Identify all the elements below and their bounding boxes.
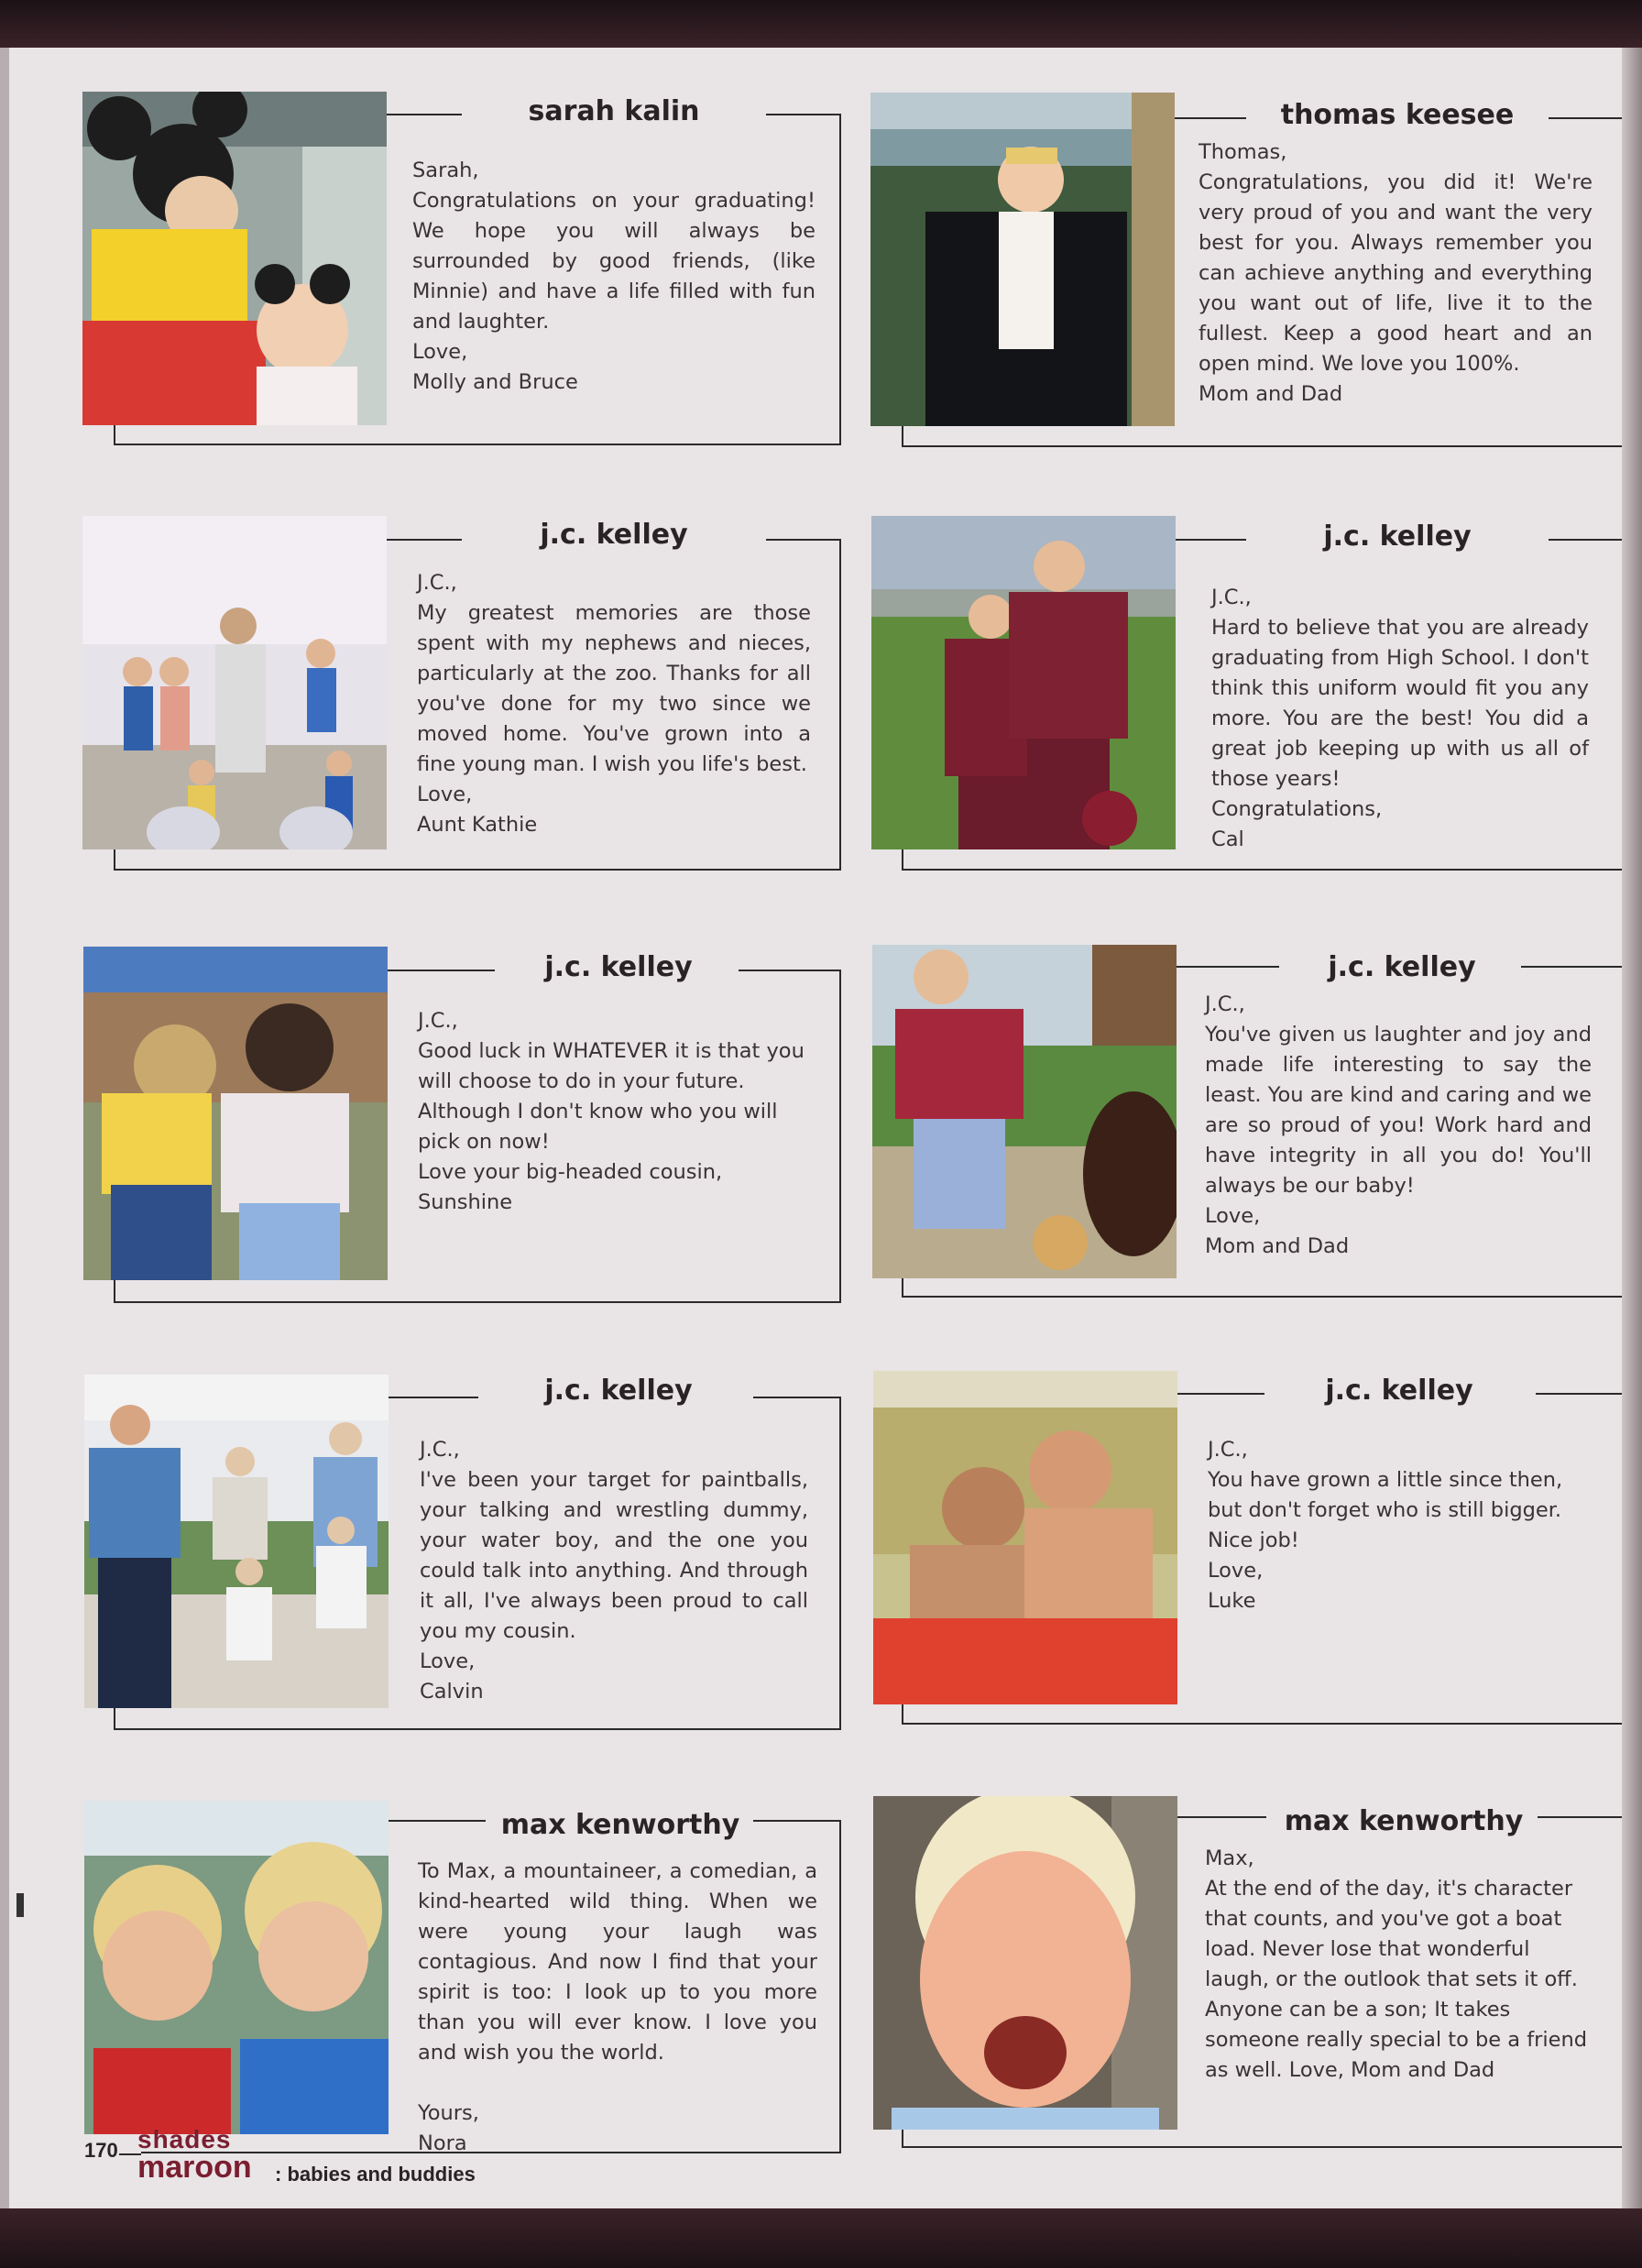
tuxedo-boy-photo-icon: [870, 93, 1175, 426]
siblings-smiling-photo-icon: [84, 1801, 389, 2134]
shades-of-maroon-logo: [137, 2125, 252, 2185]
entry-name: j.c. kelley: [1323, 520, 1472, 553]
toddlers-photo-icon: [83, 947, 388, 1280]
entry-message: J.C., I've been your target for paintballs, your talking and wrestling dummy, your water boy, and the one you could talk into anything. And through it all, I've always been proud to call you my cousin. Love, Calvin: [420, 1438, 808, 1704]
entry-name: j.c. kelley: [544, 951, 693, 983]
entry-name: sarah kalin: [528, 95, 700, 127]
entry-name: j.c. kelley: [540, 519, 688, 551]
entry-message: To Max, a mountaineer, a comedian, a kind-hearted wild thing. When we were young your laugh was contagious. And now I find that your spirit is too: I look up to you more than you will ever know. I love you and wish you the world. Yours, Nora: [418, 1859, 817, 2155]
entry-name: j.c. kelley: [544, 1375, 693, 1407]
entry-message: J.C., Hard to believe that you are already graduating from High School. I don't think this uniform would fit you any more. You are the best! You did a great job keeping up with us all of those years! Congratulations, Cal: [1211, 586, 1589, 851]
football-boys-photo-icon: [871, 516, 1176, 849]
minnie-mouse-photo-icon: [82, 92, 387, 425]
top-binding-band: [0, 0, 1642, 48]
entry-message: Thomas, Congratulations, you did it! We're very proud of you and want the very best for you. Always remember you can achieve anything and everything you want out of life, live it to the fullest. Keep a good heart and an open mind. We love you 100%. Mom and Dad: [1199, 140, 1593, 406]
entry-message: J.C., My greatest memories are those spent with my nephews and nieces, particularly at the zoo. Thanks for all you've done for my two since we moved home. You've grown into a fine young man. I wish you life's best. Love, Aunt Kathie: [417, 571, 811, 837]
laughing-boy-photo-icon: [873, 1796, 1177, 2130]
baby-brothers-photo-icon: [873, 1371, 1177, 1704]
entry-message: Sarah, Congratulations on your graduating! We hope you will always be surrounded by good friends, (like Minnie) and have a life filled with fun and laughter. Love, Molly and Bruce: [412, 159, 816, 394]
family-zoo-photo-icon: [82, 516, 387, 849]
entry-message: Max, At the end of the day, it's character that counts, and you've got a boat load. Never lose that wonderful laugh, or the outlook that sets it off. Anyone can be a son; It takes someone really special to be a friend as well. Love, Mom and Dad: [1205, 1846, 1588, 2082]
entry-name: thomas keesee: [1280, 99, 1515, 131]
logo-line-2: maroon: [137, 2150, 252, 2185]
family-outdoor-photo-icon: [84, 1375, 389, 1708]
logo-line-1: shades: [137, 2125, 232, 2153]
entry-message: J.C., Good luck in WHATEVER it is that you will choose to do in your future. Although I don't know who you will pick on now! Love your big-headed cousin, Sunshine: [418, 1009, 805, 1214]
section-title: : babies and buddies: [275, 2163, 476, 2186]
entry-message: J.C., You have grown a little since then, but don't forget who is still bigger. Nice job! Love, Luke: [1208, 1438, 1563, 1613]
entry-name: j.c. kelley: [1325, 1375, 1473, 1407]
page-number: 170: [84, 2139, 118, 2162]
entry-name: j.c. kelley: [1328, 951, 1476, 983]
page-side-mark: [16, 1893, 24, 1917]
bottom-binding-band: [0, 2208, 1642, 2268]
boy-with-dogs-photo-icon: [872, 945, 1177, 1278]
entry-name: max kenworthy: [1284, 1805, 1524, 1837]
entry-name: max kenworthy: [500, 1809, 740, 1841]
entry-message: J.C., You've given us laughter and joy and made life interesting to say the least. You are kind and caring and we are so proud of you! Work hard and have integrity in all you do! You'll always be our baby! Love, Mom and Dad: [1205, 992, 1592, 1258]
page-spine: [1622, 48, 1642, 2208]
